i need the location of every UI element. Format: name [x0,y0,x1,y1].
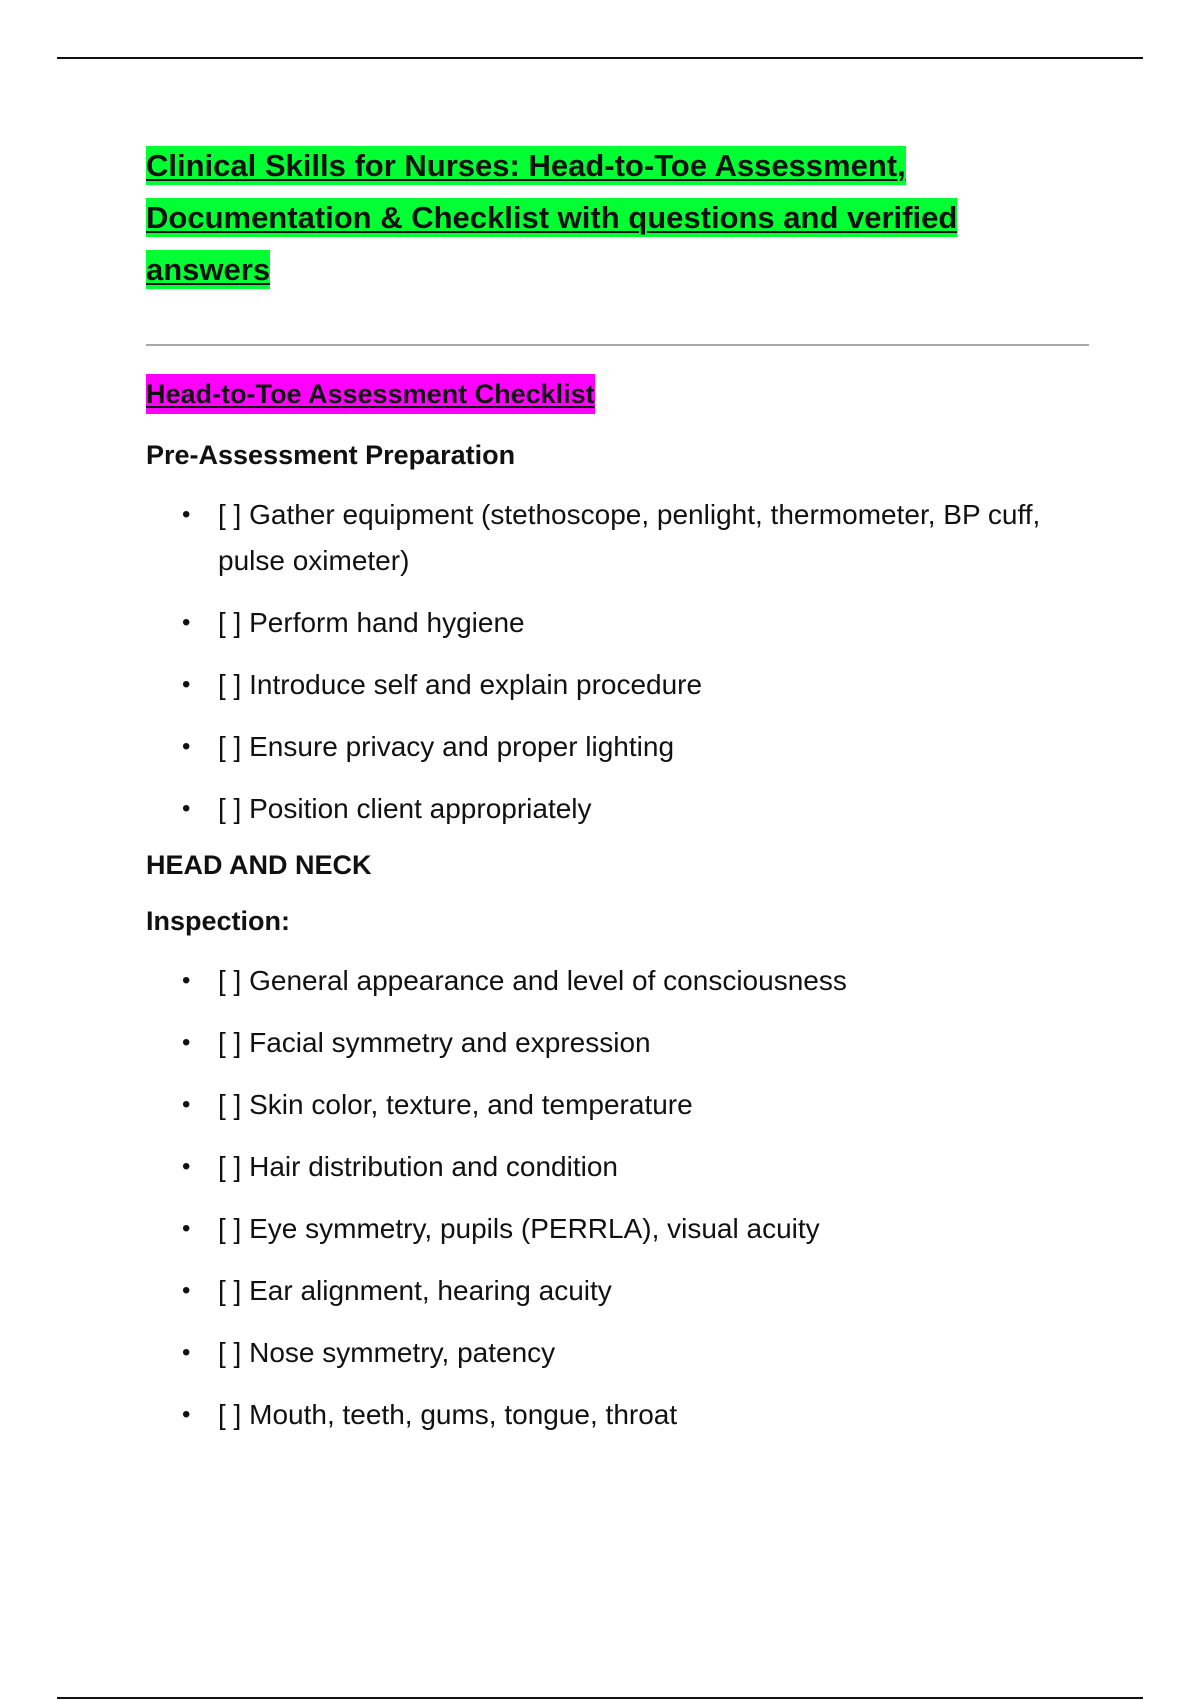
checklist-item-text: [ ] Hair distribution and condition [218,1151,618,1182]
bullet-icon: • [182,609,191,636]
checklist-item-text: [ ] General appearance and level of consciousness [218,965,847,996]
bullet-icon: • [182,671,191,698]
bullet-icon: • [182,1091,191,1118]
document-body [146,140,1090,1454]
checklist-item-text: [ ] Facial symmetry and expression [218,1027,651,1058]
title-line-1: Clinical Skills for Nurses: Head-to-Toe Assessment, [146,148,906,183]
checklist-item [146,786,1090,832]
checklist-item [146,492,1090,584]
head-and-neck-heading: HEAD AND NECK [146,850,372,880]
title-line-2: Documentation & Checklist with questions and verified [146,200,958,235]
checklist-item-text: [ ] Skin color, texture, and temperature [218,1089,693,1120]
checklist-item-text: [ ] Perform hand hygiene [218,607,525,638]
checklist-item [146,1144,1090,1190]
head-and-neck-checklist [146,958,1090,1438]
bullet-icon: • [182,1339,191,1366]
title-line-3: answers [146,252,271,287]
checklist-item [146,724,1090,770]
checklist-item-text: [ ] Gather equipment (stethoscope, penlight, thermometer, BP cuff, pulse oximeter) [218,499,1041,576]
checklist-item [146,600,1090,646]
checklist-item [146,958,1090,1004]
bullet-icon: • [182,733,191,760]
section-title: Head-to-Toe Assessment Checklist [146,374,595,414]
checklist-item-text: [ ] Ensure privacy and proper lighting [218,731,675,762]
bullet-icon: • [182,1401,191,1428]
pre-assessment-heading: Pre-Assessment Preparation [146,440,516,470]
checklist-item-text: [ ] Eye symmetry, pupils (PERRLA), visual acuity [218,1213,820,1244]
bullet-icon: • [182,967,191,994]
checklist-item-text: [ ] Introduce self and explain procedure [218,669,703,700]
document-title [146,140,1090,296]
section-divider [146,344,1089,346]
checklist-item-text: [ ] Ear alignment, hearing acuity [218,1275,612,1306]
checklist-item [146,662,1090,708]
checklist-item-text: [ ] Nose symmetry, patency [218,1337,556,1368]
checklist-item [146,1206,1090,1252]
checklist-item [146,1268,1090,1314]
checklist-item-text: [ ] Position client appropriately [218,793,592,824]
page-top-rule [57,57,1143,59]
inspection-heading: Inspection: [146,906,291,936]
bullet-icon: • [182,795,191,822]
bullet-icon: • [182,501,191,528]
bullet-icon: • [182,1277,191,1304]
checklist-item [146,1082,1090,1128]
bullet-icon: • [182,1029,191,1056]
checklist-item [146,1330,1090,1376]
bullet-icon: • [182,1215,191,1242]
bullet-icon: • [182,1153,191,1180]
checklist-item [146,1392,1090,1438]
page-bottom-rule [57,1697,1143,1699]
checklist-item [146,1020,1090,1066]
pre-assessment-checklist [146,492,1090,832]
checklist-item-text: [ ] Mouth, teeth, gums, tongue, throat [218,1399,678,1430]
